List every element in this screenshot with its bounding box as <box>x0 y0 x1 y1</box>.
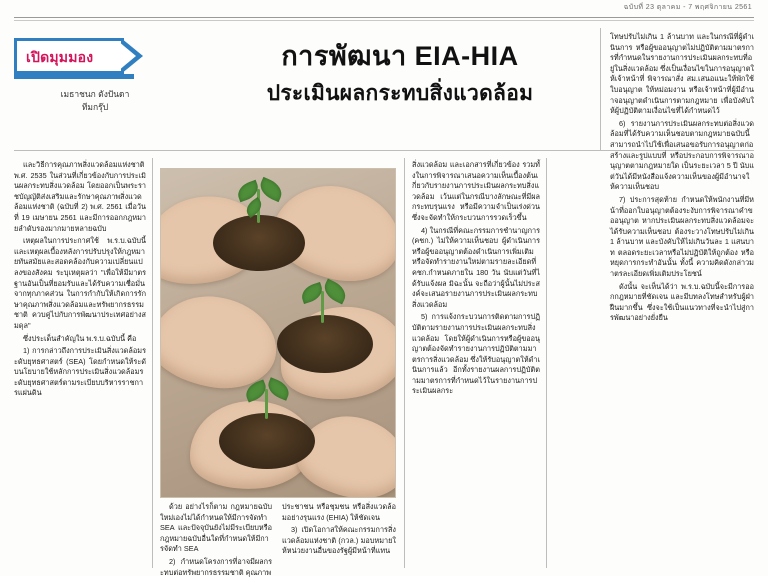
paragraph: ดังนั้น จะเห็นได้ว่า พ.ร.บ.ฉบับนี้จะมีการออกกฎหมายที่ชัดเจน และมีบทลงโทษสำหรับผู้ฝ่าฝืนมากขึ้น ซึ่งจะใช้เป็นแนวทางที่จะนำไปสู่การพัฒนาอย่างยั่งยืน <box>610 281 754 323</box>
article-column-2-bottom-right <box>282 502 396 559</box>
hands-holding-seedlings-photo <box>160 168 396 498</box>
seedling-stem <box>265 389 268 419</box>
byline <box>40 88 150 114</box>
paragraph: 2) กำหนดโครงการที่อาจมีผลกระทบต่อทรัพยากรธรรมชาติ คุณภาพ <box>160 556 272 577</box>
paragraph: 7) ประการสุดท้าย กำหนดให้พนักงานที่มีหน้าที่ออกใบอนุญาตต้องระงับการพิจารณาคำขออนุญาต หากประเมินผลกระทบสิ่งแวดล้อมจะได้รับความเห็นชอบ ต้องระวางโทษปรับไม่เกิน 1 ล้านบาท และบังคับให้ไม่เกินวันละ 1 แสนบาท ตลอดระยะเวลาหรือไม่ปฏิบัติให้ถูกต้อง หรือหยุดการกระทำอันนั้น ทั้งนี้ ความคิดดังกล่าวมาตรละเอียดเพิ่มเติมประโยชน์ <box>610 194 754 279</box>
column-rule-3 <box>546 158 547 568</box>
byline-author: เมธาชนก ตังปันดา <box>60 89 130 99</box>
paragraph: 5) การแจ้งกระบวนการติดตามการปฏิบัติตามรายงานการประเมินผลกระทบสิ่งแวดล้อม โดยให้ผู้ดำเนินการหรือผู้ขออนุญาตต้องจัดทำรายงานการปฏิบัติตามมาตรการสิ่งแวดล้อม ซึ่งให้รับอนุญาตให้ดำเนินการแล้ว อีกทั้งรายงานผลการปฏิบัติตามมาตรการที่กำหนดไว้ในรายงานการประเมินผลกระ <box>412 312 540 396</box>
section-flag <box>14 38 146 74</box>
paragraph: และวิธีการคุณภาพสิ่งแวดล้อมแห่งชาติ พ.ศ. 2535 ในส่วนที่เกี่ยวข้องกับการประเมินผลกระทบสิ่งแวดล้อม โดยออกเป็นพระราชบัญญัติส่งเสริมและรักษาคุณภาพสิ่งแวดล้อมแห่งชาติ (ฉบับที่ 2) พ.ศ. 2561 เมื่อวันที่ 19 เมษายน 2561 และมีการออกกฎหมายลำดับรองมากมายหลายฉบับ <box>14 160 146 233</box>
article-column-2-bottom-left <box>160 502 272 580</box>
article-column-3 <box>412 160 540 399</box>
paragraph: 6) รายงานการประเมินผลกระทบต่อสิ่งแวดล้อมที่ได้รับความเห็นชอบตามกฎหมายฉบับนี้ สามารถนำไปใช้เพื่อเสนอขอรับการอนุญาตก่อสร้างและรูปแบบที่ หรือประกอบการพิจารณาอนุญาตตามกฎหมายใด เป็นระยะเวลา 5 ปี นับแต่วันได้มีหนังสือแจ้งความเห็นของผู้มีอำนาจให้ความเห็นชอบ <box>610 118 754 192</box>
top-rule-secondary <box>14 20 754 21</box>
seedling-stem <box>321 291 324 323</box>
soil-mound <box>219 413 315 469</box>
paragraph: 3) เปิดโอกาสให้คณะกรรมการสิ่งแวดล้อมแห่งชาติ (กวล.) มอบหมายให้หน่วยงานอื่นของรัฐผู้มีหน้าที่แทน <box>282 525 396 556</box>
soil-mound <box>277 315 373 373</box>
top-rule <box>14 17 754 18</box>
column-rule-1 <box>152 158 153 568</box>
section-flag-arrow-inner <box>118 41 136 71</box>
page-title <box>200 36 600 112</box>
article-column-1 <box>14 160 146 401</box>
paragraph: ด้วย อย่างไรก็ตาม กฎหมายฉบับใหม่เองไม่ได้กำหนดให้มีการจัดทำ SEA และปัจจุบันยังไม่มีระเบียบหรือกฎหมายฉบับอื่นใดที่กำหนดให้มีการจัดทำ SEA <box>160 502 272 554</box>
column-rule-2 <box>404 158 405 568</box>
paragraph: เหตุผลในการประกาศใช้ พ.ร.บ.ฉบับนี้ และเหตุผลเบื้องหลังการปรับปรุงให้กฎหมายทันสมัยและสอดคล้องกับความเปลี่ยนแปลงของสังคม ระบุเหตุผลว่า "เพื่อให้มีมาตรฐานอันเป็นที่ยอมรับและได้รับความเชื่อมั่นจากทุกภาคส่วน ในการกำกับให้เกิดการรักษาคุณภาพสิ่งแวดล้อมและทรัพยากรธรรมชาติ ควบคู่ไปกับการพัฒนาประเทศอย่างสมดุล" <box>14 236 146 330</box>
paragraph: ประชาชน หรือชุมชน หรือสิ่งแวดล้อมอย่างรุนแรง (EHIA) ให้ชัดเจน <box>282 502 396 522</box>
headline-line-2: ประเมินผลกระทบสิ่งแวดล้อม <box>266 82 534 105</box>
paragraph: 4) ในกรณีที่คณะกรรมการชำนาญการ (คชก.) ไม่ให้ความเห็นชอบ ผู้ดำเนินการ หรือผู้ขออนุญาตต้องดำเนินการเพิ่มเติม หรือจัดทำรายงานใหม่ตามรายละเอียดที่ คชก.กำหนดภายใน 180 วัน นับแต่วันที่ได้รับแจ้งผล มิฉะนั้น จะถือว่าผู้นั้นไม่ประสงค์จะเสนอรายงานการประเมินผลกระทบสิ่งแวดล้อม <box>412 225 540 309</box>
byline-affiliation: ทีมกรุ๊ป <box>81 102 109 112</box>
paragraph: สิ่งแวดล้อม และเอกสารที่เกี่ยวข้อง รวมทั้งในการพิจารณาเสนอความเห็นเบื้องต้นเกี่ยวกับรายงานการประเมินผลกระทบสิ่งแวดล้อม เว้นแต่ในกรณีบางลักษณะที่มีผลกระทบรุนแรง หรือมีความจำเป็นเร่งด่วน ซึ่งจะจัดทำให้กระบวนการรวดเร็วขึ้น <box>412 160 540 222</box>
article-column-4 <box>610 32 754 326</box>
seedling-leaf <box>257 177 286 202</box>
paragraph: 1) การกล่าวถึงการประเมินสิ่งแวดล้อมระดับยุทธศาสตร์ (SEA) โดยกำหนดให้ระดับนโยบายใช้หลักการประเมินสิ่งแวดล้อมระดับยุทธศาสตร์ตามระเบียบบริหารราชการแผ่นดิน <box>14 346 146 398</box>
headline-line-1: การพัฒนา EIA-HIA <box>281 41 519 71</box>
issue-line: ฉบับที่ 23 ตุลาคม - 7 พฤศจิกายน 2561 <box>623 4 752 11</box>
soil-mound <box>213 215 305 271</box>
paragraph: โทษปรับไม่เกิน 1 ล้านบาท และในกรณีที่ผู้ดำเนินการ หรือผู้ขออนุญาตไม่ปฏิบัติตามมาตรการที่กำหนดในรายงานการประเมินผลกระทบที่อยู่ในสิ่งแวดล้อม ซึ่งเป็นเงื่อนไขในการอนุญาตให้เจ้าหน้าที่ พิจารณาสั่ง สม.เสนอแนะให้พักใช้ใบอนุญาต ให้หม่อมงาน หรือเจ้าหน้าที่ผู้มีอำนาจอนุญาตดำเนินการตามกฎหมาย เพื่อบังคับให้ผู้ปฏิบัติตามเงื่อนไขที่ได้กำหนดไว้ <box>610 32 754 116</box>
paragraph: ซึ่งประเด็นสำคัญใน พ.ร.บ.ฉบับนี้ คือ <box>23 333 137 343</box>
section-flag-underbar <box>14 74 134 79</box>
section-flag-label: เปิดมุมมอง <box>26 49 94 65</box>
seedling-leaf <box>320 279 349 305</box>
hand-shape <box>160 289 283 396</box>
column-rule-top <box>600 28 601 150</box>
